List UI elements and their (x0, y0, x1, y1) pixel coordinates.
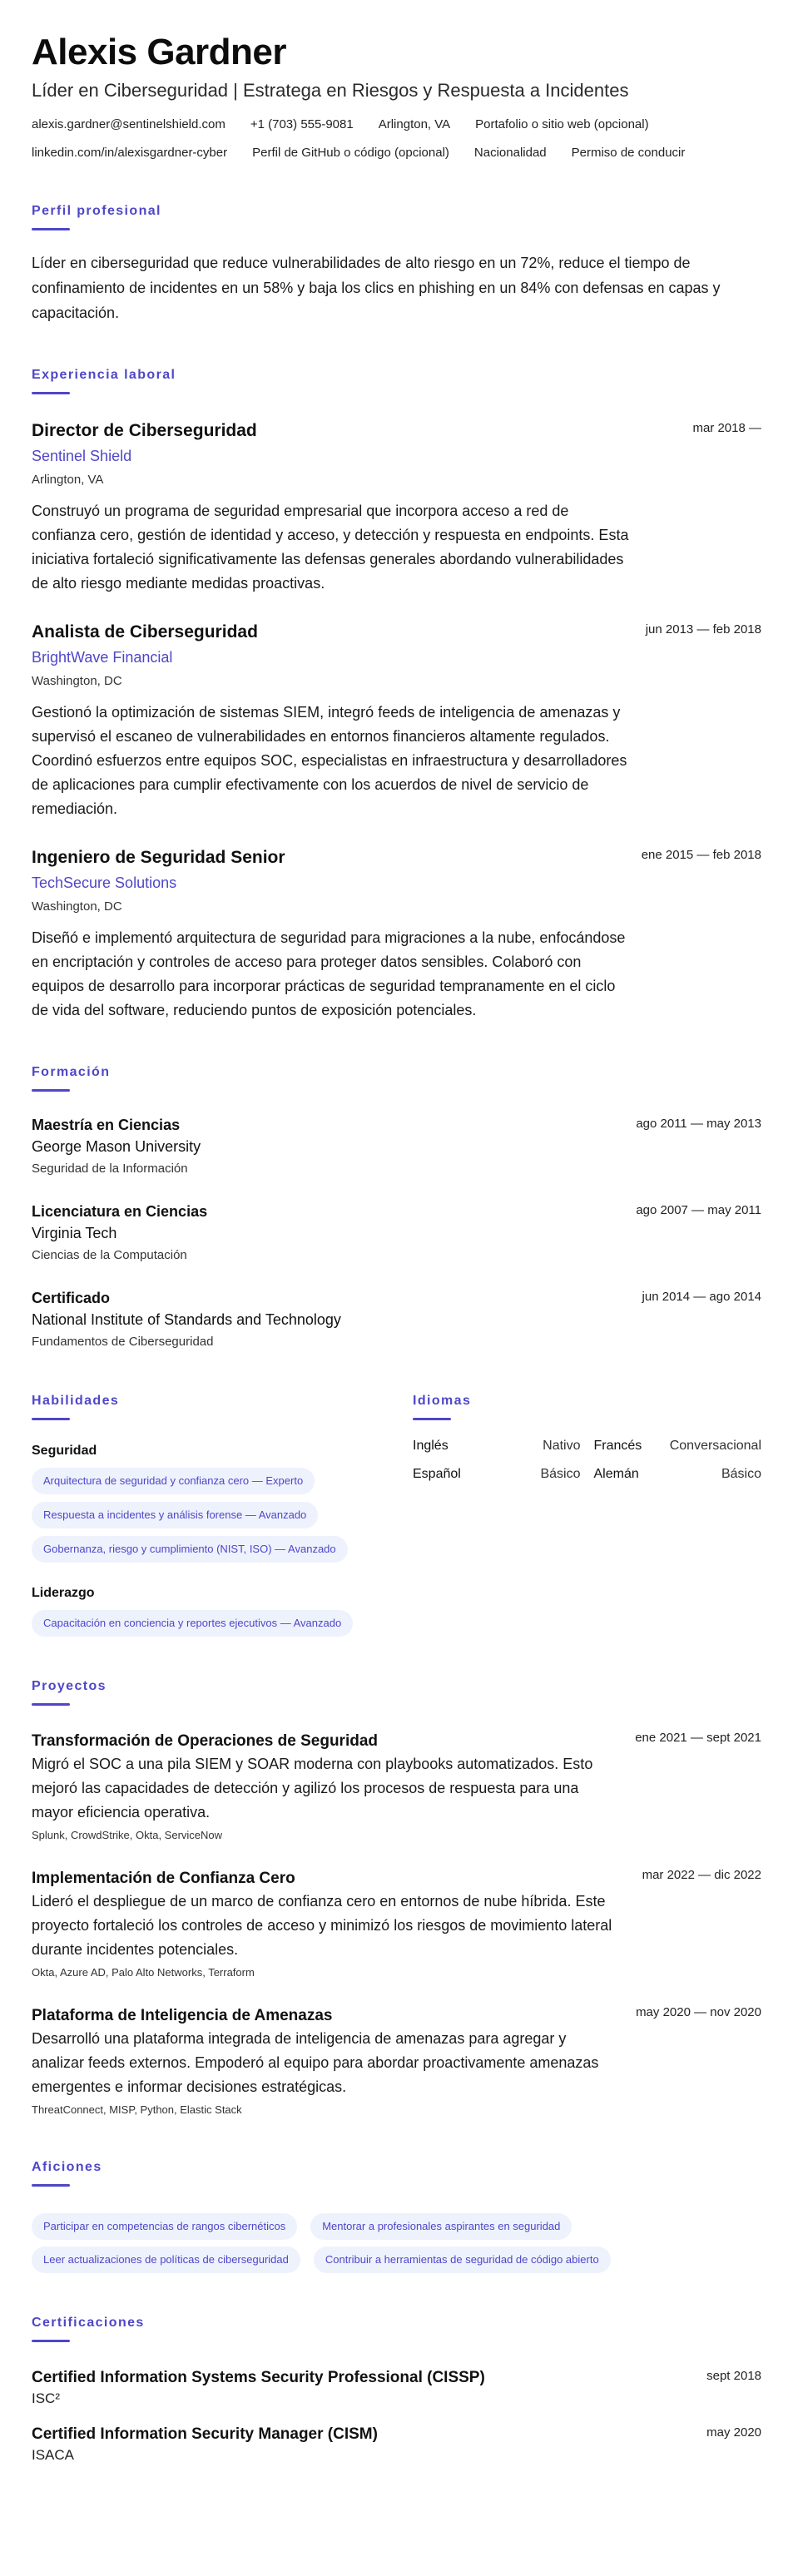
certification-issuer: ISC² (32, 2390, 60, 2406)
job-location: Washington, DC (32, 674, 122, 688)
certification-entry (32, 2424, 761, 2465)
education-school: National Institute of Standards and Technology (32, 1311, 341, 1328)
projects-section (32, 1678, 761, 2118)
education-field: Ciencias de la Computación (32, 1248, 187, 1262)
section-title: Experiencia laboral (32, 368, 176, 382)
hobby-chip: Participar en competencias de rangos cibernéticos (32, 2213, 297, 2240)
certifications-section (32, 2315, 761, 2465)
profile-section (32, 203, 761, 325)
project-title: Plataforma de Inteligencia de Amenazas (32, 2007, 333, 2024)
project-date: mar 2022 — dic 2022 (642, 1868, 761, 1882)
project-tech: ThreatConnect, MISP, Python, Elastic Stack (32, 2103, 242, 2116)
language-item (594, 1467, 762, 1482)
language-item (594, 1439, 762, 1454)
contact-portfolio[interactable]: Portafolio o sitio web (opcional) (475, 117, 649, 131)
education-section (32, 1064, 761, 1351)
section-divider (32, 2340, 70, 2342)
project-title: Implementación de Confianza Cero (32, 1870, 295, 1887)
contact-location: Arlington, VA (378, 117, 451, 131)
section-title: Formación (32, 1065, 111, 1079)
education-entry (32, 1115, 761, 1178)
profile-summary: Líder en ciberseguridad que reduce vulnerabilidades de alto riesgo en un 72%, reduce el tiempo de confinamiento de incidentes en un 58% y baja los clics en phishing en un 84% con defensas en capas y capacitación. (32, 255, 721, 321)
language-list (413, 1439, 761, 1482)
section-title: Habilidades (32, 1394, 120, 1408)
section-divider (32, 392, 70, 394)
education-entry (32, 1288, 761, 1351)
project-description: Migró el SOC a una pila SIEM y SOAR moderna con playbooks automatizados. Esto mejoró las capacidades de detección y agilizó los procesos de respuesta para una mayor eficiencia operativa. (32, 1756, 593, 1821)
languages-section (413, 1393, 761, 1637)
project-description: Desarrolló una plataforma integrada de inteligencia de amenazas para agregar y analizar feeds externos. Empoderó al equipo para abordar proactivamente amenazas emergentes e informar decisiones estratégicas. (32, 2030, 599, 2095)
contact-linkedin[interactable]: linkedin.com/in/alexisgardner-cyber (32, 146, 228, 160)
section-divider (32, 1089, 70, 1092)
project-entry (32, 1731, 761, 1843)
education-date: jun 2014 — ago 2014 (642, 1290, 761, 1304)
certification-entry (32, 2367, 761, 2409)
language-name: Alemán (593, 1467, 639, 1481)
language-item (413, 1467, 581, 1482)
skills-section (32, 1393, 381, 1637)
section-divider (413, 1418, 451, 1420)
education-entry (32, 1201, 761, 1265)
certification-date: sept 2018 (706, 2369, 761, 2383)
education-degree: Maestría en Ciencias (32, 1117, 181, 1133)
section-title: Proyectos (32, 1679, 107, 1693)
contact-nationality: Nacionalidad (473, 146, 547, 160)
job-date: jun 2013 — feb 2018 (645, 622, 761, 637)
hobby-chip: Contribuir a herramientas de seguridad de código abierto (314, 2247, 611, 2273)
skill-category: Seguridad (32, 1444, 97, 1458)
language-name: Español (413, 1467, 461, 1481)
experience-section (32, 367, 761, 1023)
section-divider (32, 1418, 70, 1420)
contact-driving-license: Permiso de conducir (571, 146, 686, 160)
certification-name: Certified Information Systems Security Professional (CISSP) (32, 2369, 485, 2386)
skill-list (32, 1610, 381, 1637)
job-description: Diseñó e implementó arquitectura de seguridad para migraciones a la nube, enfocándose en encriptación y controles de acceso para proteger datos sensibles. Colaboró con equipos de desarrollo para incorporar prácticas de seguridad tempranamente en el ciclo de vida del software, reduciendo puntos de exposición potenciales. (32, 929, 626, 1018)
section-title: Certificaciones (32, 2316, 145, 2330)
job-title: Ingeniero de Seguridad Senior (32, 848, 285, 867)
job-company[interactable]: BrightWave Financial (32, 649, 173, 666)
skill-chip: Gobernanza, riesgo y cumplimiento (NIST, ISO) — Avanzado (32, 1536, 348, 1563)
skills-languages-row (32, 1393, 761, 1637)
candidate-name: Alexis Gardner (32, 32, 287, 72)
education-field: Fundamentos de Ciberseguridad (32, 1335, 214, 1349)
section-divider (32, 1703, 70, 1706)
certification-name: Certified Information Security Manager (CISM) (32, 2425, 378, 2443)
project-description: Lideró el despliegue de un marco de confianza cero en entornos de nube híbrida. Este proyecto fortaleció los controles de acceso y minimizó los riesgos de movimiento lateral durante incidentes potenciales. (32, 1893, 612, 1958)
contact-email[interactable]: alexis.gardner@sentinelshield.com (32, 117, 226, 131)
education-school: George Mason University (32, 1138, 201, 1155)
hobby-list (32, 2207, 761, 2273)
skill-category: Liderazgo (32, 1586, 95, 1600)
hobby-chip: Mentorar a profesionales aspirantes en seguridad (310, 2213, 572, 2240)
project-tech: Splunk, CrowdStrike, Okta, ServiceNow (32, 1829, 223, 1841)
education-date: ago 2007 — may 2011 (636, 1203, 761, 1217)
job-entry (32, 419, 761, 596)
job-location: Arlington, VA (32, 473, 104, 487)
job-description: Gestionó la optimización de sistemas SIEM, integró feeds de inteligencia de amenazas y supervisó el escaneo de vulnerabilidades en entornos financieros altamente regulados. Coordinó esfuerzos entre equipos SOC, especialistas en infraestructura y desarrolladores de aplicaciones para cumplir efectivamente con los acuerdos de nivel de servicio de remediación. (32, 704, 627, 817)
skill-chip: Capacitación en conciencia y reportes ejecutivos — Avanzado (32, 1610, 353, 1637)
skill-list (32, 1468, 381, 1563)
contact-phone[interactable]: +1 (703) 555-9081 (250, 117, 354, 131)
section-title: Aficiones (32, 2160, 102, 2174)
language-name: Francés (593, 1439, 642, 1453)
job-description: Construyó un programa de seguridad empresarial que incorpora acceso a red de confianza cero, gestión de identidad y acceso, y detección y respuesta en endpoints. Esta iniciativa fortaleció significativamente las defensas generales abordando vulnerabilidades de alto riesgo mediante medidas proactivas. (32, 503, 629, 592)
job-title: Analista de Ciberseguridad (32, 622, 258, 642)
section-title: Idiomas (413, 1394, 472, 1408)
contact-list (32, 116, 697, 161)
job-company[interactable]: TechSecure Solutions (32, 874, 177, 891)
education-date: ago 2011 — may 2013 (636, 1117, 761, 1131)
job-date: mar 2018 — (692, 421, 761, 435)
project-date: ene 2021 — sept 2021 (635, 1731, 761, 1745)
certification-issuer: ISACA (32, 2447, 75, 2463)
project-entry (32, 1868, 761, 1980)
skill-chip: Respuesta a incidentes y análisis forense — Avanzado (32, 1502, 318, 1528)
hobbies-section (32, 2159, 761, 2273)
job-date: ene 2015 — feb 2018 (641, 848, 761, 862)
project-date: may 2020 — nov 2020 (636, 2005, 761, 2019)
education-degree: Certificado (32, 1290, 111, 1306)
education-school: Virginia Tech (32, 1225, 117, 1241)
job-company[interactable]: Sentinel Shield (32, 448, 132, 464)
education-degree: Licenciatura en Ciencias (32, 1203, 208, 1220)
language-level: Básico (540, 1467, 581, 1481)
certification-date: may 2020 (706, 2425, 761, 2440)
job-location: Washington, DC (32, 899, 122, 914)
section-title: Perfil profesional (32, 204, 161, 218)
job-entry (32, 621, 761, 821)
language-name: Inglés (413, 1439, 449, 1453)
project-title: Transformación de Operaciones de Seguridad (32, 1732, 379, 1750)
education-field: Seguridad de la Información (32, 1162, 188, 1176)
job-entry (32, 846, 761, 1023)
contact-github[interactable]: Perfil de GitHub o código (opcional) (252, 146, 449, 160)
project-tech: Okta, Azure AD, Palo Alto Networks, Terraform (32, 1966, 255, 1979)
language-item (413, 1439, 581, 1454)
language-level: Nativo (543, 1439, 581, 1453)
skill-chip: Arquitectura de seguridad y confianza cero — Experto (32, 1468, 315, 1494)
section-divider (32, 2184, 70, 2187)
candidate-headline: Líder en Ciberseguridad | Estratega en Riesgos y Respuesta a Incidentes (32, 80, 629, 101)
hobby-chip: Leer actualizaciones de políticas de ciberseguridad (32, 2247, 300, 2273)
language-level: Conversacional (669, 1439, 761, 1453)
project-entry (32, 2005, 761, 2118)
job-title: Director de Ciberseguridad (32, 421, 257, 440)
section-divider (32, 228, 70, 230)
language-level: Básico (721, 1467, 761, 1481)
